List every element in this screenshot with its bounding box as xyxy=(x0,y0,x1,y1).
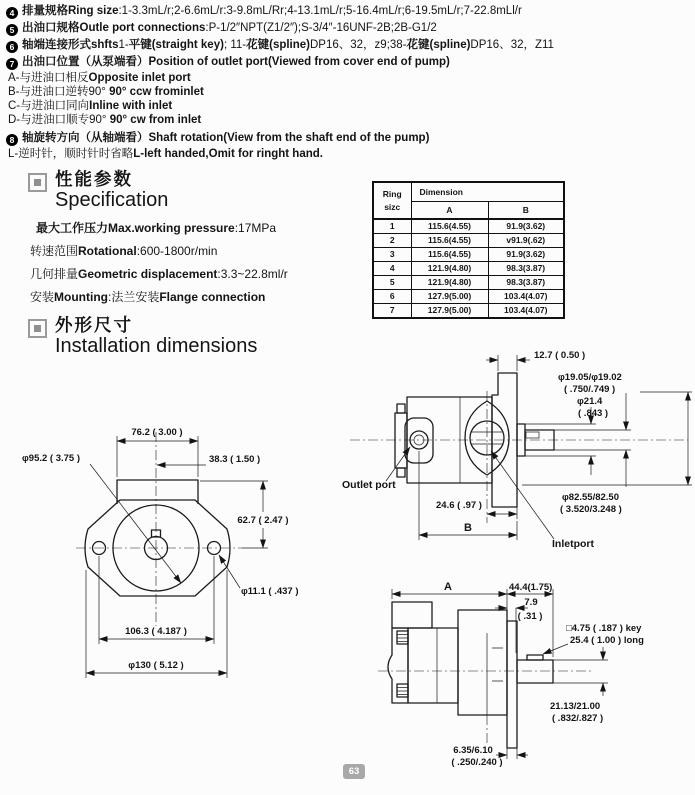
item-number-badge: 4 xyxy=(6,7,18,19)
cell-dim-a: 115.6(4.55) xyxy=(411,248,488,262)
table-header-b: B xyxy=(488,202,564,220)
note-text: 轴旋转方向（从轴端看）Shaft rotation(View from the shaft end of the pump) xyxy=(22,132,430,144)
cell-dim-a: 115.6(4.55) xyxy=(411,219,488,234)
section-bullet-icon xyxy=(28,173,47,192)
dim-step-inch-label: ( .31 ) xyxy=(517,611,543,622)
installation-title-en: Installation dimensions xyxy=(55,335,258,357)
table-header-dimension: Dimension xyxy=(411,182,564,202)
key-note-line1: □4.75 ( .187 ) key xyxy=(566,623,642,634)
table-row xyxy=(373,304,564,319)
shaft-keyway xyxy=(526,432,539,438)
item-number-badge: 8 xyxy=(6,134,18,146)
note-item-7 xyxy=(6,54,554,71)
table-row xyxy=(373,290,564,304)
note-subitem-b: B-与进油口逆转90° 90° ccw frominlet xyxy=(8,86,204,98)
shaft-key xyxy=(527,655,543,660)
cell-ring-size: 6 xyxy=(373,290,411,304)
shaft xyxy=(517,660,553,683)
section-bullet-inner xyxy=(34,325,41,332)
table-row xyxy=(373,248,564,262)
cell-dim-b: 91.9(3.62) xyxy=(488,219,564,234)
dim-flange-t-label: 6.35/6.10 xyxy=(453,745,493,756)
note-text: 轴端连接形式shfts1-平键(straight key); 11-花键(spline)DP16、32，z9;38-花键(spline)DP16、32，Z11 xyxy=(22,39,554,51)
section-bullet-inner xyxy=(34,179,41,186)
table-row xyxy=(373,219,564,234)
note-subitem-d: D-与进油口顺专90° 90° cw from inlet xyxy=(8,114,202,126)
note-item-5 xyxy=(6,20,554,37)
dia-flange-label: φ130 ( 5.12 ) xyxy=(128,660,184,671)
port-boss-top xyxy=(397,631,408,644)
dia-pilot-label: φ82.55/82.50 xyxy=(562,492,619,503)
param-max-pressure: 最大工作压力Max.working pressure:17MPa xyxy=(36,221,277,235)
cell-dim-b: 98.3(3.87) xyxy=(488,276,564,290)
dim-flange-t-inch-label: ( .250/.240 ) xyxy=(451,757,503,768)
dim-port-label: 24.6 ( .97 ) xyxy=(436,500,482,511)
port-boss-bottom xyxy=(397,684,408,697)
cell-dim-b: 91.9(3.62) xyxy=(488,248,564,262)
cell-dim-a: 115.6(4.55) xyxy=(411,234,488,248)
dia-collar-label: φ21.4 xyxy=(577,396,603,407)
cell-ring-size: 7 xyxy=(373,304,411,319)
rear-block xyxy=(392,602,432,628)
side-view-shaft-drawing xyxy=(340,563,695,793)
dia-pilot-inch-label: ( 3.520/3.248 ) xyxy=(560,504,622,515)
dim-plate-label: 12.7 ( 0.50 ) xyxy=(534,350,586,361)
note-text: 出油口位置（从泵端看）Position of outlet port(Viewed from cover end of pump) xyxy=(22,56,450,68)
note-item-4 xyxy=(6,3,554,20)
dia-collar-inch-label: ( .843 ) xyxy=(578,408,609,419)
section-bullet-icon xyxy=(28,319,47,338)
flange-view-drawing xyxy=(20,420,330,700)
dim-shaft-flat-inch-label: ( .832/.827 ) xyxy=(552,713,604,724)
note-subitem-c: C-与进油口同向Inline with inlet xyxy=(8,100,173,112)
param-rotational: 转速范围Rotational:600-1800r/min xyxy=(30,244,218,258)
item-number-badge: 5 xyxy=(6,24,18,36)
note-item-8 xyxy=(6,130,554,147)
cell-ring-size: 3 xyxy=(373,248,411,262)
table-header-ring-size: Ring sizc xyxy=(373,182,411,219)
dim-b-label: B xyxy=(464,522,472,534)
dimension-lines xyxy=(386,355,692,540)
dim-step-label: 7.9 xyxy=(524,597,538,608)
table-row xyxy=(373,262,564,276)
notes-list xyxy=(6,3,554,161)
cell-ring-size: 4 xyxy=(373,262,411,276)
item-number-badge: 7 xyxy=(6,58,18,70)
dia-hole-label: φ11.1 ( .437 ) xyxy=(241,586,299,597)
dimension-table xyxy=(372,181,565,319)
dim-height-label: 62.7 ( 2.47 ) xyxy=(237,515,289,526)
dimension-labels xyxy=(22,427,299,671)
item-number-badge: 6 xyxy=(6,41,18,53)
dia-shaft-inch-label: ( .750/.749 ) xyxy=(564,384,616,395)
cell-ring-size: 1 xyxy=(373,219,411,234)
dia-pilot-label: φ95.2 ( 3.75 ) xyxy=(22,453,81,464)
performance-title-zh: 性能参数 xyxy=(55,169,133,189)
flange-outline xyxy=(85,480,230,596)
param-displacement: 几何排量Geometric displacement:3.3~22.8ml/r xyxy=(30,267,288,281)
note-subitem-l: L-逆时针，顺时针时省略L-left handed,Omit for ringht hand. xyxy=(8,148,323,160)
note-item-6 xyxy=(6,37,554,54)
cartridge-section xyxy=(458,610,507,715)
table-header-a: A xyxy=(411,202,488,220)
dim-a-label: A xyxy=(444,581,452,593)
note-text: 出油口规格Outle port connections:P-1/2″NPT(Z1/2″);S-3/4″-16UNF-2B;2B-G1/2 xyxy=(22,22,437,34)
dim-len-label: 44.4(1.75) xyxy=(509,582,553,593)
outlet-port-label: Outlet port xyxy=(342,479,396,491)
dim-shaft-flat-label: 21.13/21.00 xyxy=(550,701,601,712)
dim-width-label: 76.2 ( 3.00 ) xyxy=(131,427,183,438)
dimension-lines xyxy=(392,589,608,759)
page-number-badge: 63 xyxy=(343,764,365,779)
cell-dim-a: 127.9(5.00) xyxy=(411,304,488,319)
pump-outline xyxy=(388,602,553,748)
key-note-line2: 25.4 ( 1.00 ) long xyxy=(570,635,644,646)
side-view-rear-drawing xyxy=(340,335,695,585)
cell-ring-size: 2 xyxy=(373,234,411,248)
performance-title-en: Specification xyxy=(55,189,169,211)
performance-params xyxy=(30,217,288,309)
dia-shaft-label: φ19.05/φ19.02 xyxy=(558,372,622,383)
cell-ring-size: 5 xyxy=(373,276,411,290)
note-subitem-a: A-与进油口相反Opposite inlet port xyxy=(8,72,191,84)
cell-dim-a: 121.9(4.80) xyxy=(411,276,488,290)
flange-disc xyxy=(507,621,517,748)
dimension-labels xyxy=(444,581,644,768)
cell-dim-b: 98.3(3.87) xyxy=(488,262,564,276)
center-lines xyxy=(350,391,688,523)
cell-dim-b: 103.4(4.07) xyxy=(488,290,564,304)
cell-dim-a: 121.9(4.80) xyxy=(411,262,488,276)
installation-title-zh: 外形尺寸 xyxy=(55,315,133,335)
rear-cap xyxy=(388,628,408,703)
dim-bolt-span-label: 106.3 ( 4.187 ) xyxy=(125,626,187,637)
table-row xyxy=(373,234,564,248)
inlet-port-label: Inletport xyxy=(552,538,594,550)
cell-dim-b: 103.4(4.07) xyxy=(488,304,564,319)
note-text: 排量规格Ring size:1-3.3mL/r;2-6.6mL/r:3-9.8mL/Rr;4-13.1mL/r;5-16.4mL/r;6-19.5mL/r;7-22.8mLl/r xyxy=(22,5,522,17)
cell-dim-b: v91.9(.62) xyxy=(488,234,564,248)
dim-offset-label: 38.3 ( 1.50 ) xyxy=(209,454,261,465)
cell-dim-a: 127.9(5.00) xyxy=(411,290,488,304)
table-row xyxy=(373,276,564,290)
body-section xyxy=(408,628,458,703)
param-mounting: 安装Mounting:法兰安装Flange connection xyxy=(30,290,266,304)
